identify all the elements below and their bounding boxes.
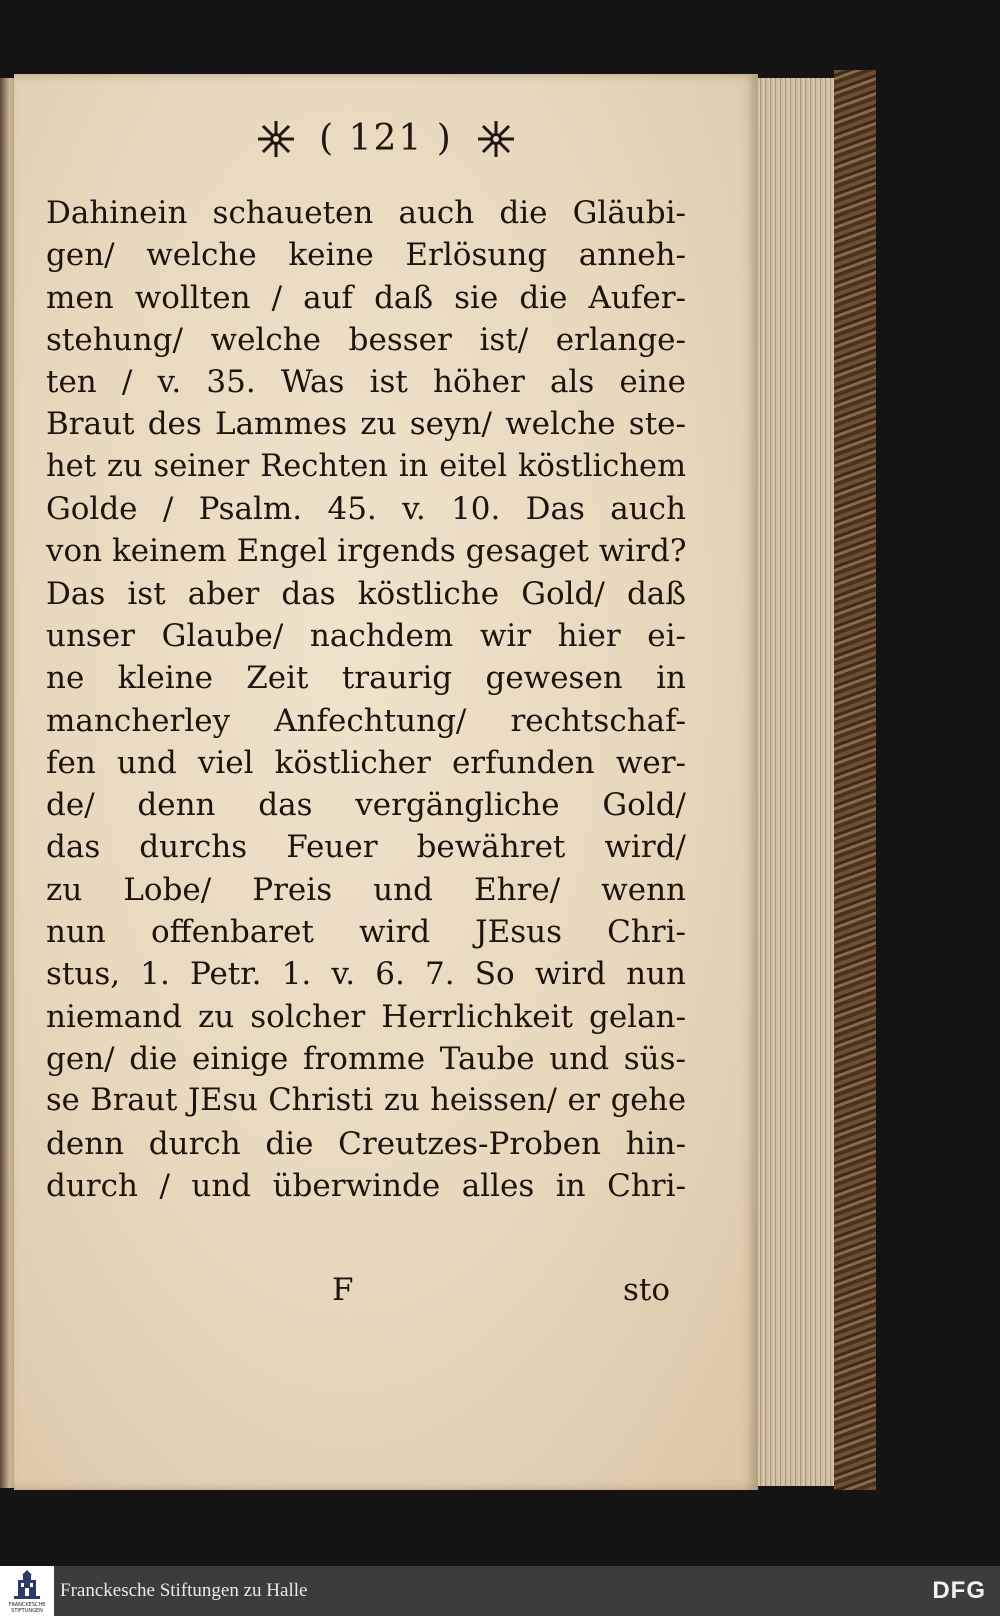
building-logo-icon: [0, 1568, 54, 1604]
text-line: gen/ die einige fromme Taube und süs-: [46, 1040, 686, 1077]
text-line: niemand zu solcher Herrlichkeit gelan-: [46, 998, 686, 1035]
text-line: von keinem Engel irgends gesaget wird?: [46, 533, 687, 570]
text-line: ne kleine Zeit traurig gewesen in: [46, 660, 686, 697]
text-line: stus, 1. Petr. 1. v. 6. 7. So wird nun: [46, 956, 686, 993]
page-footer: [46, 1272, 686, 1322]
text-line: denn durch die Creutzes-Proben hin-: [46, 1125, 686, 1162]
text-line: Braut des Lammes zu seyn/ welche ste-: [46, 406, 686, 443]
dfg-logo[interactable]: DFG: [932, 1577, 986, 1604]
text-line: ten / v. 35. Was ist höher als eine: [46, 364, 686, 401]
text-line: Das ist aber das köstliche Gold/ daß: [46, 575, 686, 612]
flower-ornament-left-icon: [256, 119, 296, 159]
text-line: Golde / Psalm. 45. v. 10. Das auch: [46, 491, 686, 528]
text-line: das durchs Feuer bewähret wird/: [46, 829, 686, 866]
text-line: het zu seiner Rechten in eitel köstlichem: [46, 448, 686, 484]
text-line: de/ denn das vergängliche Gold/: [46, 787, 686, 824]
footer-banner: [0, 1566, 1000, 1616]
text-line: zu Lobe/ Preis und Ehre/ wenn: [46, 871, 686, 908]
signature-mark: F: [332, 1272, 354, 1308]
page-header: [14, 118, 758, 178]
catchword: sto: [622, 1272, 670, 1308]
text-line: stehung/ welche besser ist/ erlange-: [46, 321, 686, 358]
text-line: unser Glaube/ nachdem wir hier ei-: [46, 617, 686, 654]
text-line: Dahinein schaueten auch die Gläubi-: [46, 195, 686, 231]
logo-caption: FRANCKESCHE STIFTUNGEN: [8, 1602, 46, 1614]
institution-name[interactable]: Franckesche Stiftungen zu Halle: [60, 1580, 308, 1601]
page-number: ( 121 ): [319, 118, 453, 159]
body-text: [46, 192, 686, 1207]
institution-logo[interactable]: [0, 1566, 54, 1616]
text-line: fen und viel köstlicher erfunden wer-: [46, 744, 686, 781]
text-line: durch / und überwinde alles in Chri-: [46, 1167, 686, 1204]
flower-ornament-right-icon: [476, 119, 516, 159]
book-cover-edge: [834, 70, 876, 1490]
text-line: men wollten / auf daß sie die Aufer-: [46, 279, 686, 316]
text-line: gen/ welche keine Erlösung anneh-: [46, 237, 686, 274]
text-line: mancherley Anfechtung/ rechtschaf-: [46, 702, 686, 739]
facing-page-edge: [0, 78, 14, 1488]
page-fore-edge: [758, 78, 834, 1486]
text-line: se Braut JEsu Christi zu heissen/ er gehe: [46, 1083, 686, 1119]
text-line: nun offenbaret wird JEsus Chri-: [46, 914, 686, 951]
